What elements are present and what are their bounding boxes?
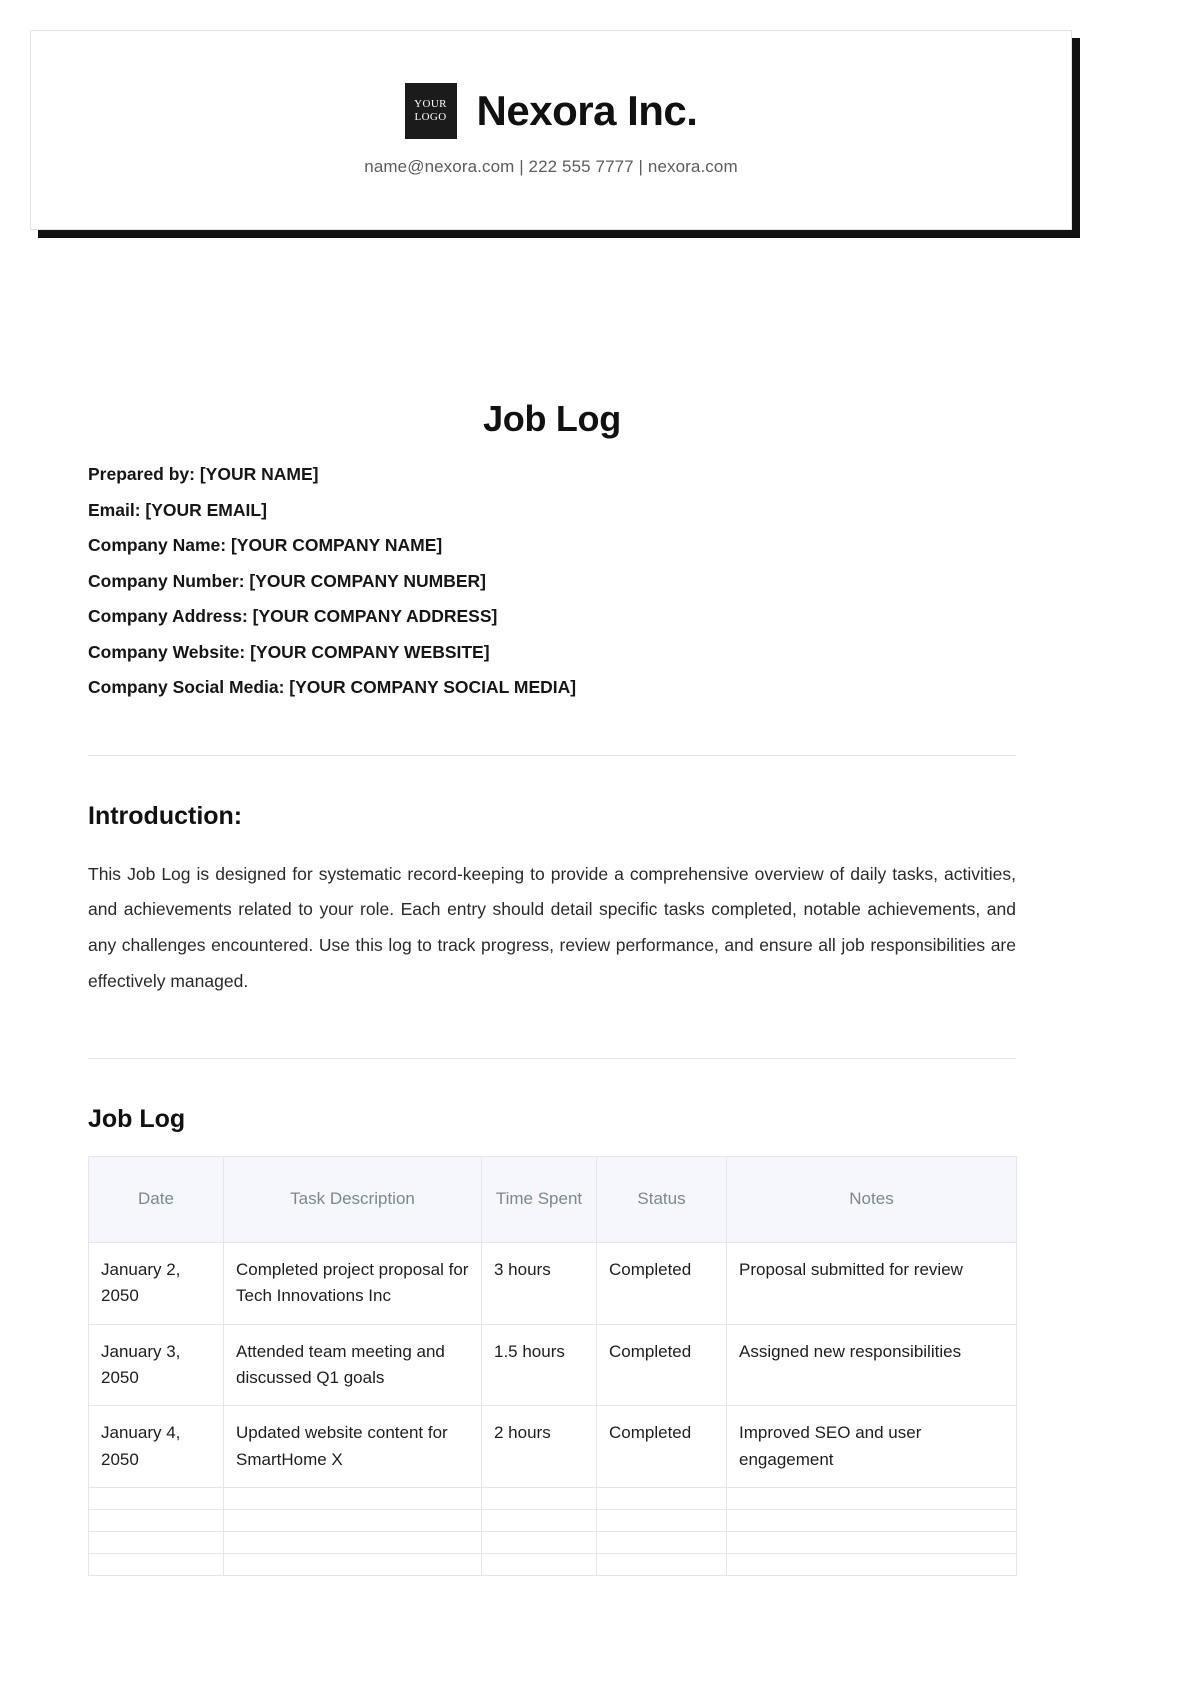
- table-body: [89, 1243, 1017, 1576]
- cell-notes[interactable]: [727, 1554, 1017, 1576]
- column-header-status: Status: [597, 1157, 727, 1243]
- cell-date[interactable]: January 3, 2050: [89, 1324, 224, 1406]
- cell-status[interactable]: [597, 1532, 727, 1554]
- cell-time-spent[interactable]: 3 hours: [482, 1243, 597, 1325]
- brand-row: [405, 83, 698, 139]
- table-row[interactable]: [89, 1510, 1017, 1532]
- cell-date[interactable]: [89, 1532, 224, 1554]
- cell-time-spent[interactable]: [482, 1554, 597, 1576]
- table-row[interactable]: [89, 1532, 1017, 1554]
- job-log-heading: Job Log: [88, 1105, 186, 1133]
- page-title: Job Log: [483, 398, 621, 439]
- meta-company-number: Company Number: [YOUR COMPANY NUMBER]: [88, 570, 486, 591]
- cell-notes[interactable]: [727, 1532, 1017, 1554]
- cell-notes[interactable]: [727, 1510, 1017, 1532]
- job-log-section: [88, 1105, 1016, 1576]
- cell-status[interactable]: [597, 1510, 727, 1532]
- column-header-notes: Notes: [727, 1157, 1017, 1243]
- table-row[interactable]: [89, 1554, 1017, 1576]
- introduction-section: [88, 802, 1016, 1001]
- meta-company-social-media: Company Social Media: [YOUR COMPANY SOCIAL MEDIA]: [88, 677, 577, 697]
- cell-date[interactable]: January 2, 2050: [89, 1243, 224, 1325]
- divider-bottom: [88, 1058, 1016, 1059]
- letterhead: [30, 30, 1072, 230]
- cell-notes[interactable]: Proposal submitted for review: [727, 1243, 1017, 1325]
- meta-prepared-by: Prepared by: [YOUR NAME]: [88, 464, 319, 484]
- cell-status[interactable]: [597, 1554, 727, 1576]
- table-head: [89, 1157, 1017, 1243]
- cell-status[interactable]: Completed: [597, 1324, 727, 1406]
- column-header-time-spent: Time Spent: [482, 1157, 597, 1243]
- cell-date[interactable]: [89, 1488, 224, 1510]
- column-header-task-description: Task Description: [224, 1157, 482, 1243]
- letterhead-card: [30, 30, 1072, 230]
- cell-task-description[interactable]: [224, 1510, 482, 1532]
- job-log-table: [88, 1156, 1017, 1576]
- introduction-paragraph: This Job Log is designed for systematic record-keeping to provide a comprehensive overview of daily tasks, activities, and achievements related to your role. Each entry should detail specific tasks completed, notable achievements, and any challenges encountered. Use this log to track progress, review performance, and ensure all job responsibilities are effectively managed.: [88, 863, 1016, 992]
- logo-line-1: YOUR: [414, 98, 447, 111]
- document-body: [88, 398, 1016, 1576]
- meta-company-name: Company Name: [YOUR COMPANY NAME]: [88, 535, 443, 555]
- cell-time-spent[interactable]: 1.5 hours: [482, 1324, 597, 1406]
- your-logo-icon: [405, 83, 457, 139]
- cell-date[interactable]: January 4, 2050: [89, 1406, 224, 1488]
- meta-email: Email: [YOUR EMAIL]: [88, 499, 267, 520]
- cell-time-spent[interactable]: [482, 1532, 597, 1554]
- cell-status[interactable]: [597, 1488, 727, 1510]
- table-row[interactable]: [89, 1324, 1017, 1406]
- cell-task-description[interactable]: [224, 1532, 482, 1554]
- cell-status[interactable]: Completed: [597, 1406, 727, 1488]
- cell-date[interactable]: [89, 1510, 224, 1532]
- cell-notes[interactable]: Improved SEO and user engagement: [727, 1406, 1017, 1488]
- meta-company-website: Company Website: [YOUR COMPANY WEBSITE]: [88, 641, 490, 662]
- cell-date[interactable]: [89, 1554, 224, 1576]
- cell-task-description[interactable]: Updated website content for SmartHome X: [224, 1406, 482, 1488]
- meta-company-address: Company Address: [YOUR COMPANY ADDRESS]: [88, 606, 498, 626]
- contact-line: name@nexora.com | 222 555 7777 | nexora.com: [364, 157, 738, 176]
- cell-task-description[interactable]: [224, 1488, 482, 1510]
- table-row[interactable]: [89, 1488, 1017, 1510]
- cell-status[interactable]: Completed: [597, 1243, 727, 1325]
- table-row[interactable]: [89, 1243, 1017, 1325]
- divider-top: [88, 755, 1016, 756]
- logo-line-2: LOGO: [414, 111, 447, 123]
- table-row[interactable]: [89, 1406, 1017, 1488]
- prepared-by-block: [88, 466, 1016, 697]
- cell-time-spent[interactable]: [482, 1488, 597, 1510]
- company-name: Nexora Inc.: [476, 87, 698, 134]
- cell-task-description[interactable]: Completed project proposal for Tech Innovations Inc: [224, 1243, 482, 1325]
- cell-time-spent[interactable]: 2 hours: [482, 1406, 597, 1488]
- cell-notes[interactable]: [727, 1488, 1017, 1510]
- cell-task-description[interactable]: Attended team meeting and discussed Q1 goals: [224, 1324, 482, 1406]
- column-header-date: Date: [89, 1157, 224, 1243]
- cell-time-spent[interactable]: [482, 1510, 597, 1532]
- table-header-row: [89, 1157, 1017, 1243]
- cell-task-description[interactable]: [224, 1554, 482, 1576]
- cell-notes[interactable]: Assigned new responsibilities: [727, 1324, 1017, 1406]
- introduction-heading: Introduction:: [88, 801, 243, 830]
